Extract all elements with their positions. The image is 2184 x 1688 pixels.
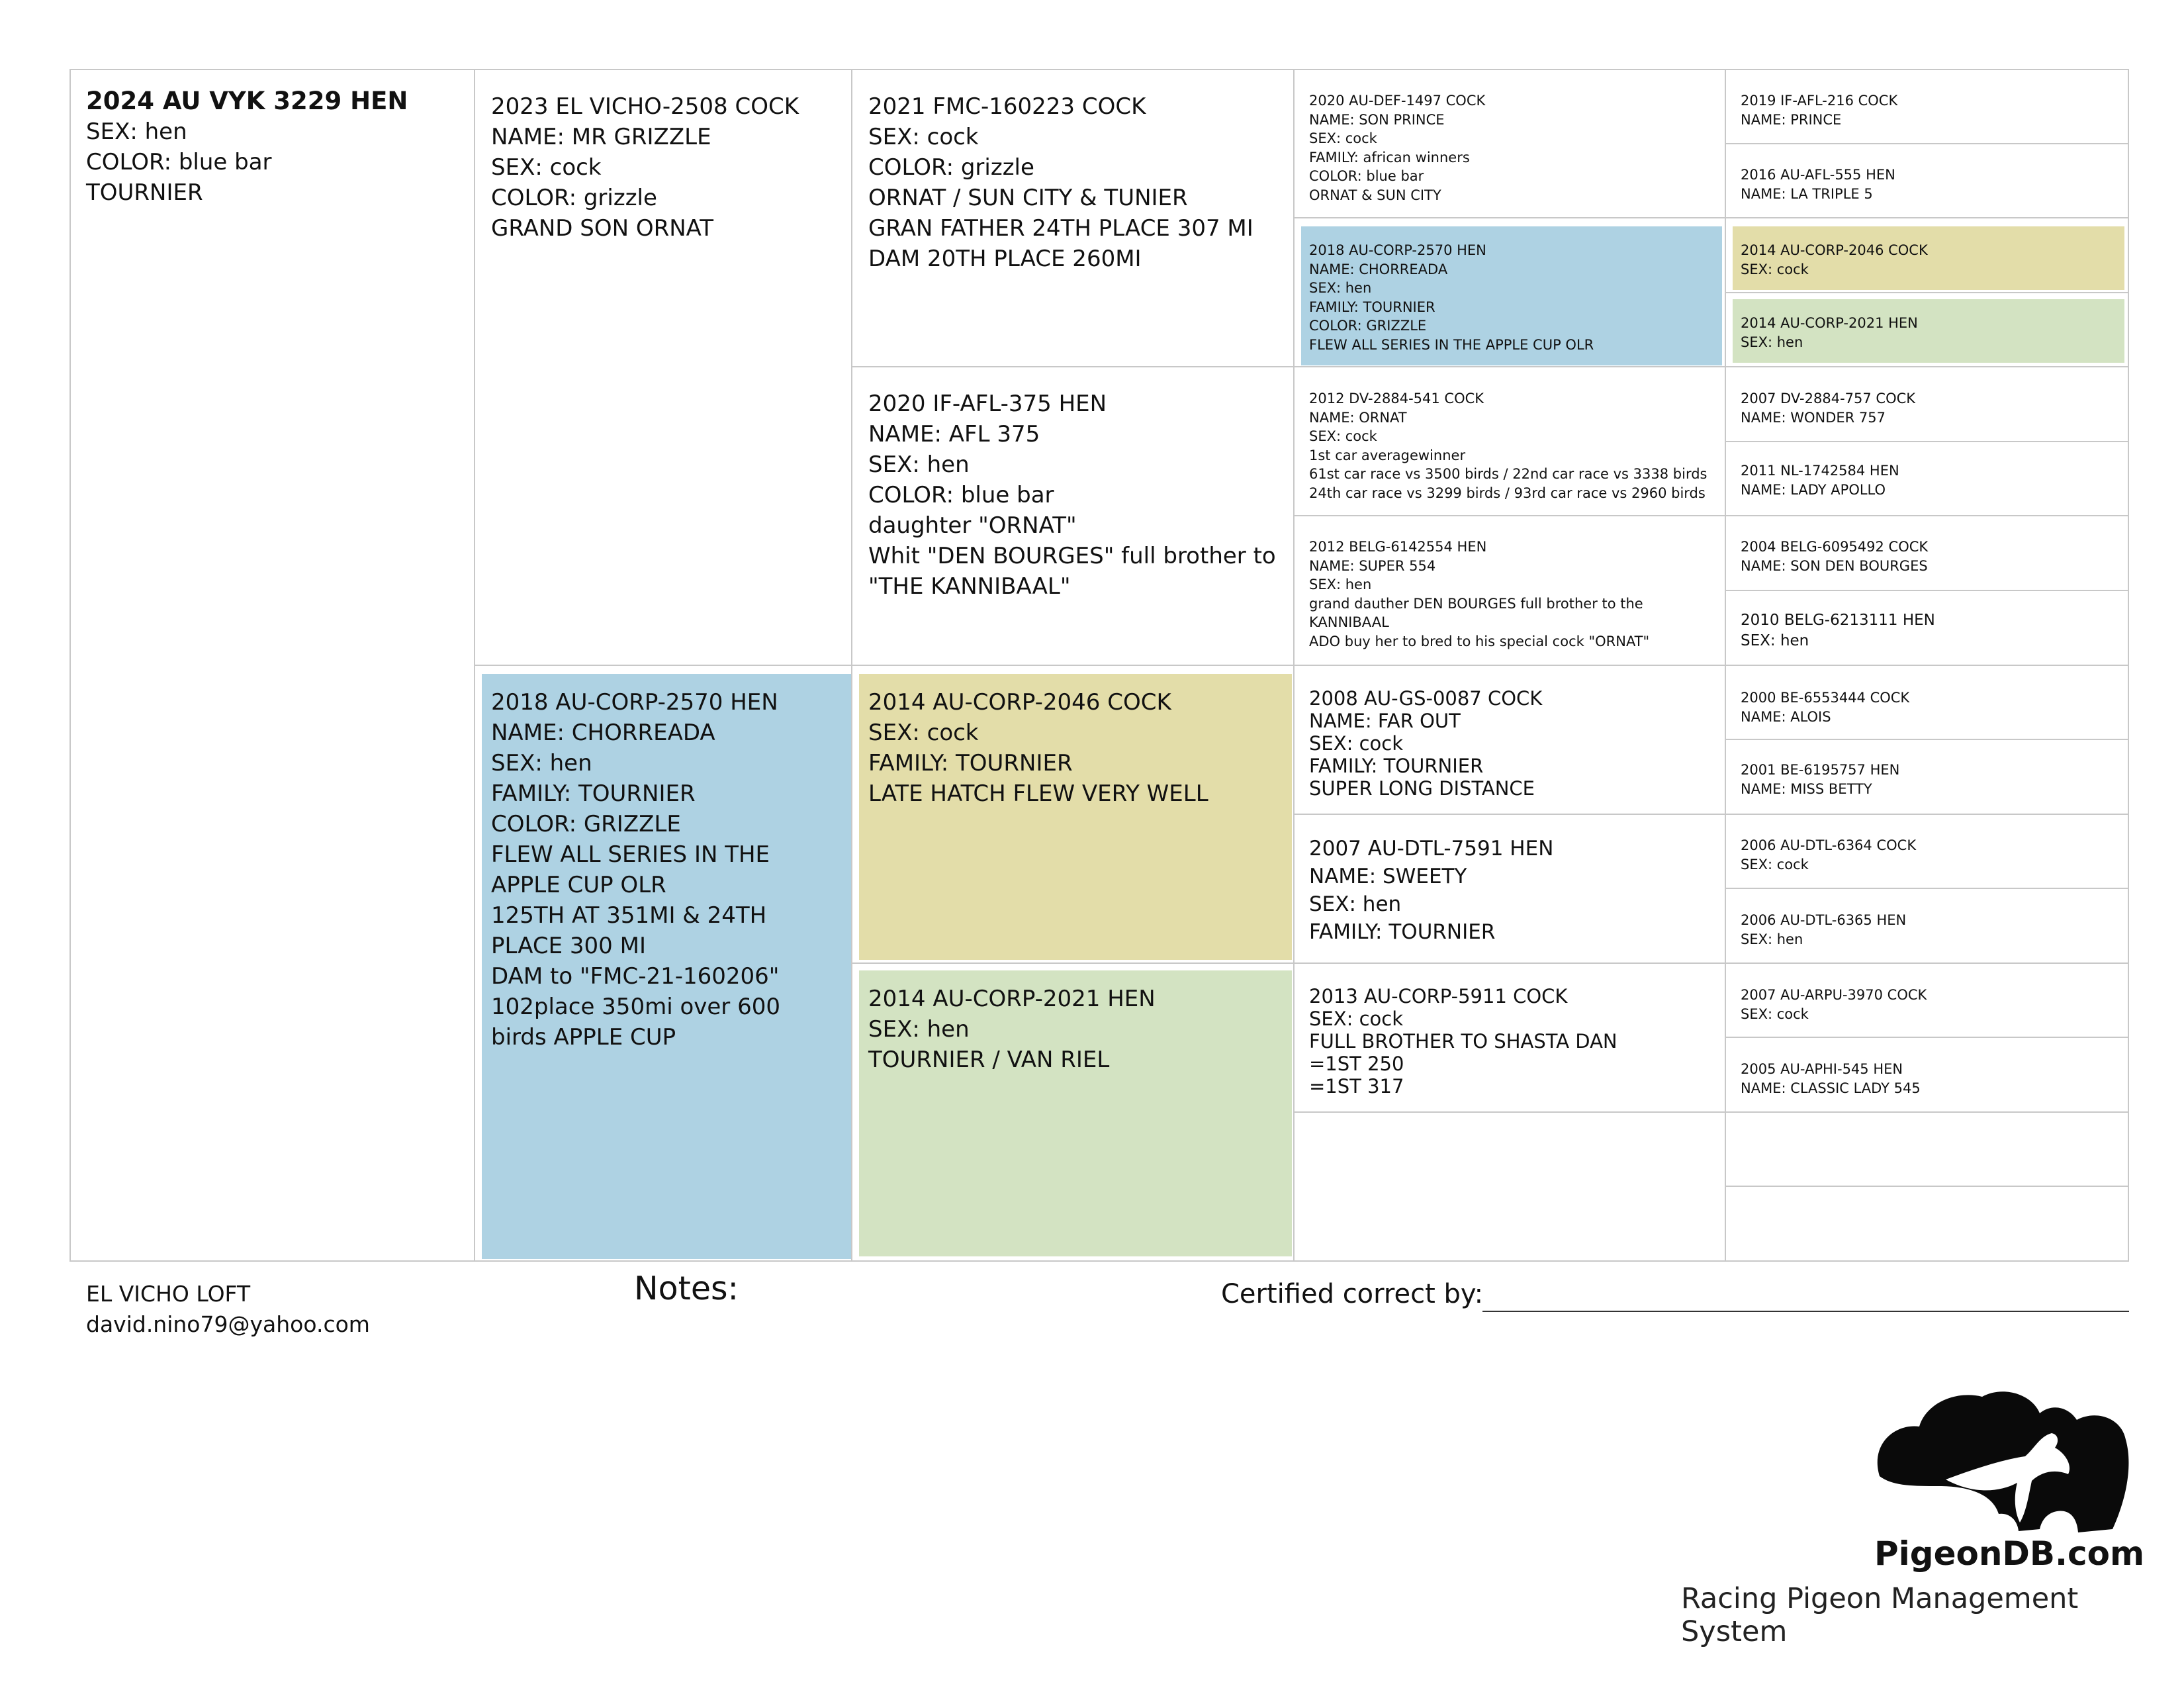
loft-name: EL VICHO LOFT (86, 1281, 251, 1307)
gen4-details-12: 2006 AU-DTL-6365 HEN SEX: hen (1741, 912, 1907, 947)
gen3-row-divider-3 (1293, 515, 2129, 516)
gen4-row-divider (1725, 292, 2129, 293)
gen2-details-2: 2020 IF-AFL-375 HEN NAME: AFL 375 SEX: hen COLOR: blue bar daughter "ORNAT" Whit "DEN BOURGES" full brother to "THE KANNIBAAL" (868, 391, 1276, 600)
gen4-row-divider (1725, 590, 2129, 591)
gen3-details-4: 2012 BELG-6142554 HEN NAME: SUPER 554 SEX: hen grand dauther DEN BOURGES full brother to the KANNIBAAL ADO buy her to bred to his special cock "ORNAT" (1309, 539, 1650, 649)
gen4-details-8: 2010 BELG-6213111 HEN SEX: hen (1741, 612, 1935, 649)
gen4-row-divider (1725, 441, 2129, 442)
gen4-details-1: 2019 IF-AFL-216 COCK NAME: PRINCE (1741, 93, 1898, 128)
gen3-details-6: 2007 AU-DTL-7591 HEN NAME: SWEETY SEX: hen FAMILY: TOURNIER (1309, 837, 1554, 944)
gen4-cell-8 (1741, 610, 2124, 651)
frame-left (69, 69, 71, 1262)
gen3-cell-2 (1301, 226, 1722, 365)
gen3-details-2: 2018 AU-CORP-2570 HEN NAME: CHORREADA SEX: hen FAMILY: TOURNIER COLOR: GRIZZLE FLEW ALL SERIES IN THE APPLE CUP OLR (1309, 242, 1594, 353)
gen3-cell-5 (1309, 687, 1719, 800)
gen4-cell-6 (1741, 461, 2124, 499)
gen4-details-9: 2000 BE-6553444 COCK NAME: ALOIS (1741, 690, 1910, 725)
gen3-details-1: 2020 AU-DEF-1497 COCK NAME: SON PRINCE SEX: cock FAMILY: african winners COLOR: blue bar ORNAT & SUN CITY (1309, 93, 1486, 203)
subject-title: 2024 AU VYK 3229 HEN (86, 87, 408, 115)
gen4-cell-3 (1733, 226, 2124, 290)
gen4-details-14: 2005 AU-APHI-545 HEN NAME: CLASSIC LADY 545 (1741, 1061, 1921, 1096)
gen4-cell-2 (1741, 165, 2124, 203)
subject-details: SEX: hen COLOR: blue bar TOURNIER (86, 118, 272, 206)
gen4-details-13: 2007 AU-ARPU-3970 COCK SEX: cock (1741, 987, 1927, 1022)
gen2-row-divider-1 (851, 366, 1295, 367)
gen2-details-1: 2021 FMC-160223 COCK SEX: cock COLOR: grizzle ORNAT / SUN CITY & TUNIER GRAN FATHER 24TH PLACE 307 MI DAM 20TH PLACE 260MI (868, 93, 1253, 272)
gen3-row-divider-7 (1293, 1111, 2129, 1113)
gen4-cell-7 (1741, 538, 2124, 575)
gen4-details-5: 2007 DV-2884-757 COCK NAME: WONDER 757 (1741, 391, 1916, 426)
gen4-cell-5 (1741, 389, 2124, 427)
gen4-details-7: 2004 BELG-6095492 COCK NAME: SON DEN BOURGES (1741, 539, 1929, 574)
brand-tagline: Racing Pigeon Management System (1681, 1582, 2079, 1648)
gen4-details-4: 2014 AU-CORP-2021 HEN SEX: hen (1741, 315, 1918, 350)
gen3-row-divider-2 (1293, 366, 2129, 367)
gen4-details-3: 2014 AU-CORP-2046 COCK SEX: cock (1741, 242, 1928, 277)
gen2-details-4: 2014 AU-CORP-2021 HEN SEX: hen TOURNIER / VAN RIEL (868, 986, 1156, 1073)
subject-cell (86, 86, 463, 208)
gen4-details-11: 2006 AU-DTL-6364 COCK SEX: cock (1741, 837, 1917, 872)
gen2-cell-2 (868, 389, 1285, 602)
gen4-row-divider (1725, 143, 2129, 144)
gen4-cell-12 (1741, 911, 2124, 949)
frame-top (69, 69, 2129, 70)
gen3-row-divider-6 (1293, 962, 2129, 964)
gen3-cell-1 (1309, 91, 1719, 205)
gen4-row-divider (1725, 1186, 2129, 1187)
gen4-row-divider (1725, 888, 2129, 889)
gen4-cell-11 (1741, 836, 2124, 874)
certified-label: Certified correct by: (1221, 1279, 1484, 1309)
gen4-cell-9 (1741, 688, 2124, 726)
frame-bottom (69, 1260, 2129, 1262)
certified-signature-line (1482, 1311, 2129, 1312)
gen4-details-6: 2011 NL-1742584 HEN NAME: LADY APOLLO (1741, 463, 1899, 498)
gen2-cell-1 (868, 91, 1285, 274)
gen4-details-2: 2016 AU-AFL-555 HEN NAME: LA TRIPLE 5 (1741, 167, 1895, 202)
gen3-details-5: 2008 AU-GS-0087 COCK NAME: FAR OUT SEX: cock FAMILY: TOURNIER SUPER LONG DISTANCE (1309, 687, 1543, 800)
gen3-row-divider-4 (1293, 665, 2129, 666)
brand-name: PigeonDB.com (1874, 1534, 2145, 1573)
owner-email: david.nino79@yahoo.com (86, 1311, 370, 1337)
gen4-cell-1 (1741, 91, 2124, 129)
gen3-details-3: 2012 DV-2884-541 COCK NAME: ORNAT SEX: cock 1st car averagewinner 61st car race vs 3500 birds / 22nd car race vs 3338 birds 24th car race vs 3299 birds / 93rd car race vs 2960 birds (1309, 391, 1707, 501)
gen2-cell-3 (859, 674, 1292, 960)
gen4-cell-4 (1733, 299, 2124, 363)
gen3-row-divider-5 (1293, 814, 2129, 815)
gen4-details-10: 2001 BE-6195757 HEN NAME: MISS BETTY (1741, 762, 1900, 797)
gen4-cell-14 (1741, 1060, 2124, 1098)
gen2-row-divider-2 (851, 962, 1295, 964)
gen3-details-7: 2013 AU-CORP-5911 COCK SEX: cock FULL BROTHER TO SHASTA DAN =1ST 250 =1ST 317 (1309, 985, 1617, 1098)
dam-details: 2018 AU-CORP-2570 HEN NAME: CHORREADA SEX: hen FAMILY: TOURNIER COLOR: GRIZZLE FLEW ALL SERIES IN THE APPLE CUP OLR 125TH AT 351MI & 24TH PLACE 300 MI DAM to "FMC-21-160206" 102place 350mi over 600 birds APPLE CUP (491, 689, 780, 1051)
sire-cell (491, 91, 842, 244)
gen4-row-divider (1725, 1037, 2129, 1038)
dam-cell (482, 674, 851, 1259)
gen1-row-divider (474, 665, 1295, 666)
gen2-cell-4 (859, 970, 1292, 1256)
notes-label: Notes: (634, 1270, 739, 1307)
gen4-cell-10 (1741, 761, 2124, 798)
sire-details: 2023 EL VICHO-2508 COCK NAME: MR GRIZZLE SEX: cock COLOR: grizzle GRAND SON ORNAT (491, 93, 799, 242)
gen3-cell-7 (1309, 985, 1719, 1098)
gen3-cell-3 (1309, 389, 1719, 502)
gen4-row-divider (1725, 739, 2129, 740)
gen3-cell-6 (1309, 835, 1719, 946)
gen2-details-3: 2014 AU-CORP-2046 COCK SEX: cock FAMILY: TOURNIER LATE HATCH FLEW VERY WELL (868, 689, 1208, 807)
gen4-cell-13 (1741, 986, 2124, 1023)
gen3-cell-4 (1309, 538, 1719, 651)
pigeondb-logo-icon (1866, 1387, 2131, 1546)
gen3-row-divider-1 (1293, 217, 2129, 218)
